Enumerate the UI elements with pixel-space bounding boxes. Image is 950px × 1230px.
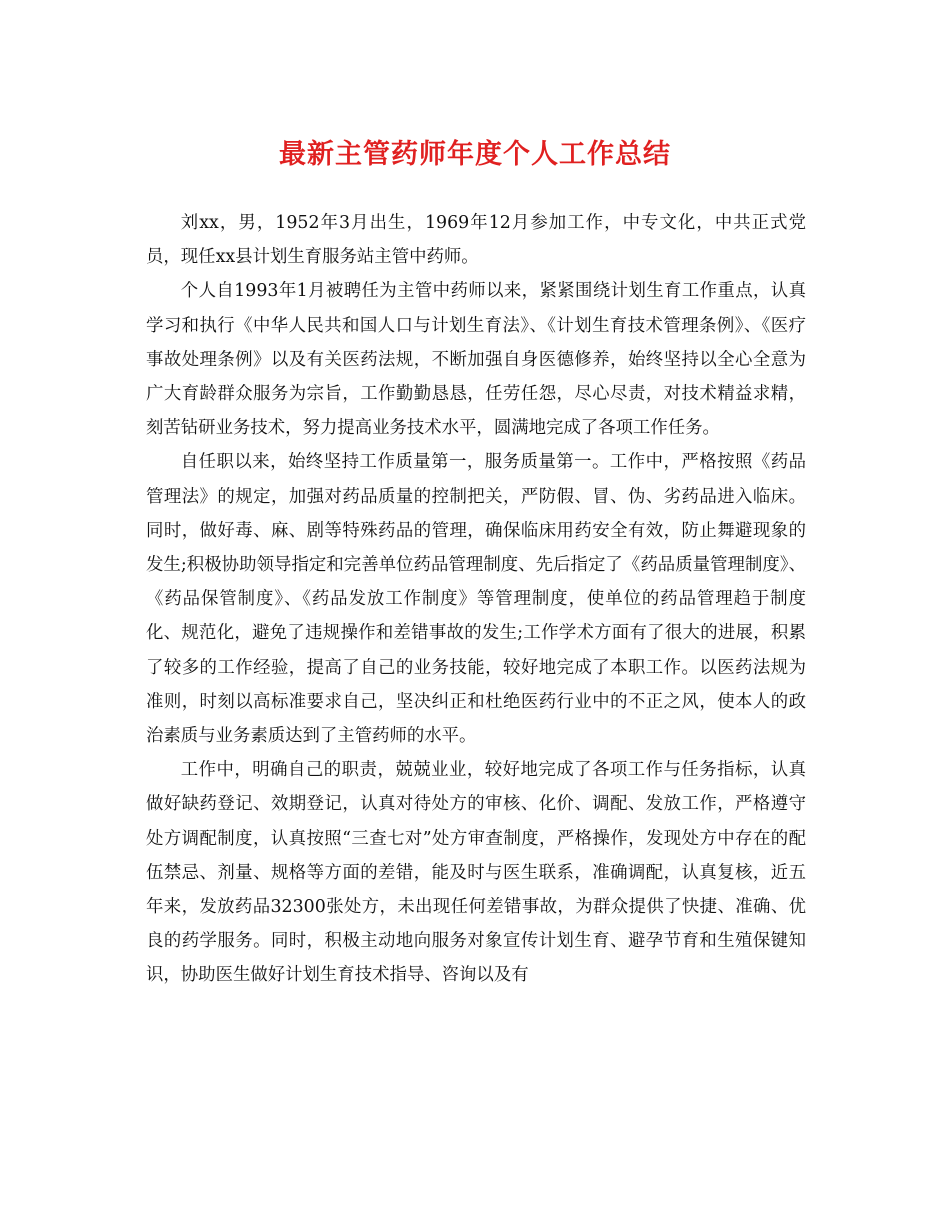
paragraph: 刘xx，男，1952年3月出生，1969年12月参加工作，中专文化，中共正式党员，现任xx县计划生育服务站主管中药师。	[146, 213, 806, 268]
paragraph: 个人自1993年1月被聘任为主管中药师以来，紧紧围绕计划生育工作重点，认真学习和执行《中华人民共和国人口与计划生育法》、《计划生育技术管理条例》、《医疗事故处理条例》以及有关医药法规，不断加强自身医德修养，始终坚持以全心全意为广大育龄群众服务为宗旨，工作勤勤恳恳，任劳任怨，尽心尽责，对技术精益求精，刻苦钻研业务技术，努力提高业务技术水平，圆满地完成了各项工作任务。	[146, 281, 806, 439]
paragraph: 自任职以来，始终坚持工作质量第一，服务质量第一。工作中，严格按照《药品管理法》的规定，加强对药品质量的控制把关，严防假、冒、伪、劣药品进入临床。同时，做好毒、麻、剧等特殊药品的管理，确保临床用药安全有效，防止舞避现象的发生;积极协助领导指定和完善单位药品管理制度、先后指定了《药品质量管理制度》、《药品保管制度》、《药品发放工作制度》等管理制度，使单位的药品管理趋于制度化、规范化，避免了违规操作和差错事故的发生;工作学术方面有了很大的进展，积累了较多的工作经验，提高了自己的业务技能，较好地完成了本职工作。以医药法规为准则，时刻以高标准要求自己，坚决纠正和杜绝医药行业中的不正之风，使本人的政治素质与业务素质达到了主管药师的水平。	[146, 452, 806, 747]
document-body	[146, 206, 806, 993]
paragraph: 工作中，明确自己的职责，兢兢业业，较好地完成了各项工作与任务指标，认真做好缺药登记、效期登记，认真对待处方的审核、化价、调配、发放工作，严格遵守处方调配制度，认真按照“三查七对”处方审查制度，严格操作，发现处方中存在的配伍禁忌、剂量、规格等方面的差错，能及时与医生联系，准确调配，认真复核，近五年来，发放药品32300张处方，未出现任何差错事故，为群众提供了快捷、准确、优良的药学服务。同时，积极主动地向服务对象宣传计划生育、避孕节育和生殖保键知识，协助医生做好计划生育技术指导、咨询以及有	[146, 760, 806, 986]
document-title: 最新主管药师年度个人工作总结	[279, 139, 671, 170]
